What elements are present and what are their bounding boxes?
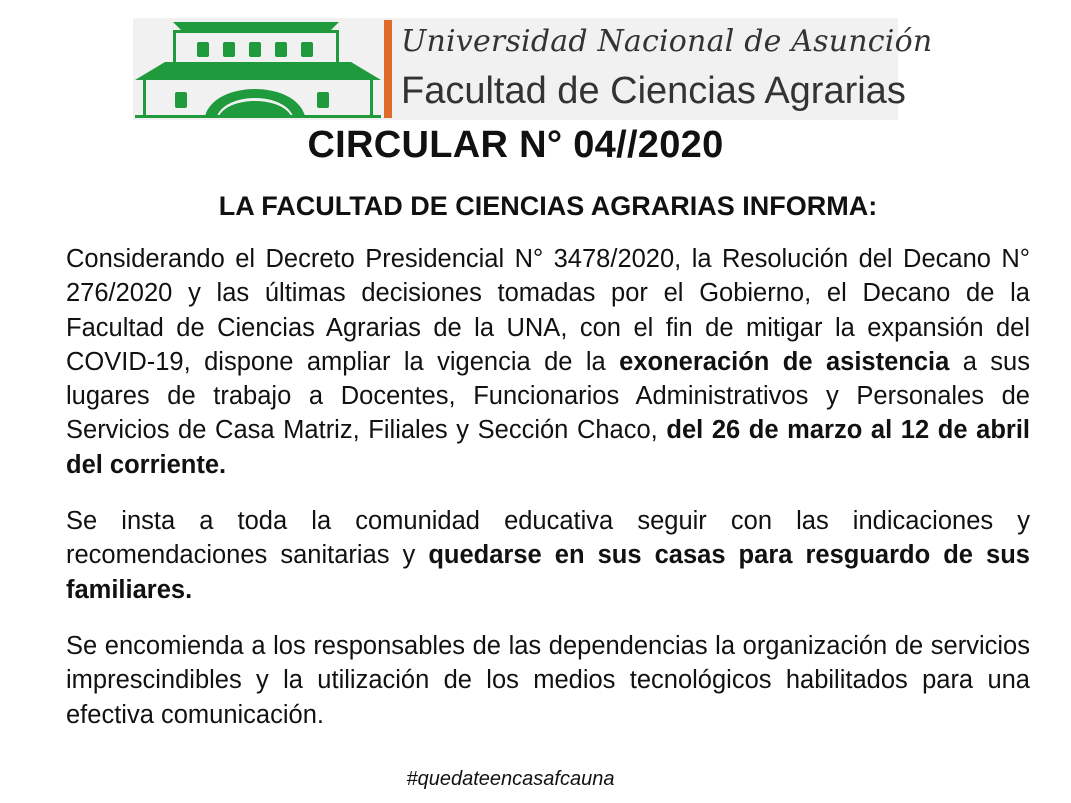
circular-body <box>66 242 1030 754</box>
hashtag-footer: #quedateencasafcauna <box>406 768 615 790</box>
paragraph-1-bold-b: del 26 de marzo al 12 de abril del corriente. <box>66 416 1030 479</box>
university-name: Universidad Nacional de Asunción <box>401 24 933 59</box>
circular-title: CIRCULAR N° 04//2020 <box>307 124 724 166</box>
faculty-name: Facultad de Ciencias Agrarias <box>401 70 906 112</box>
paragraph-1-text-b: a sus lugares de trabajo a Docentes, Funcionarios Administrativos y Personales de Servicios de Casa Matriz, Filiales y Sección Chaco, <box>66 347 1030 445</box>
header-divider <box>384 20 392 118</box>
paragraph-2 <box>66 504 1030 607</box>
paragraph-1 <box>66 242 1030 482</box>
building-arch-logo-icon <box>133 18 383 120</box>
paragraph-1-bold-a: exoneración de asistencia <box>619 347 950 376</box>
circular-subtitle: LA FACULTAD DE CIENCIAS AGRARIAS INFORMA: <box>218 191 878 221</box>
paragraph-2-bold-a: quedarse en sus casas para resguardo de sus familiares. <box>66 541 1030 604</box>
paragraph-1-text-a: Considerando el Decreto Presidencial N° 3478/2020, la Resolución del Decano N° 276/2020 y las últimas decisiones tomadas por el Gobierno, el Decano de la Facultad de Ciencias Agrarias de la UNA, con el fin de mitigar la expansión del COVID-19, dispone ampliar la vigencia de la <box>66 245 1030 376</box>
paragraph-3: Se encomienda a los responsables de las dependencias la organización de servicios imprescindibles y la utilización de los medios tecnológicos habilitados para una efectiva comunicación. <box>66 631 1030 729</box>
institution-header <box>133 18 933 120</box>
paragraph-2-text-a: Se insta a toda la comunidad educativa seguir con las indicaciones y recomendaciones sanitarias y <box>66 507 1030 570</box>
